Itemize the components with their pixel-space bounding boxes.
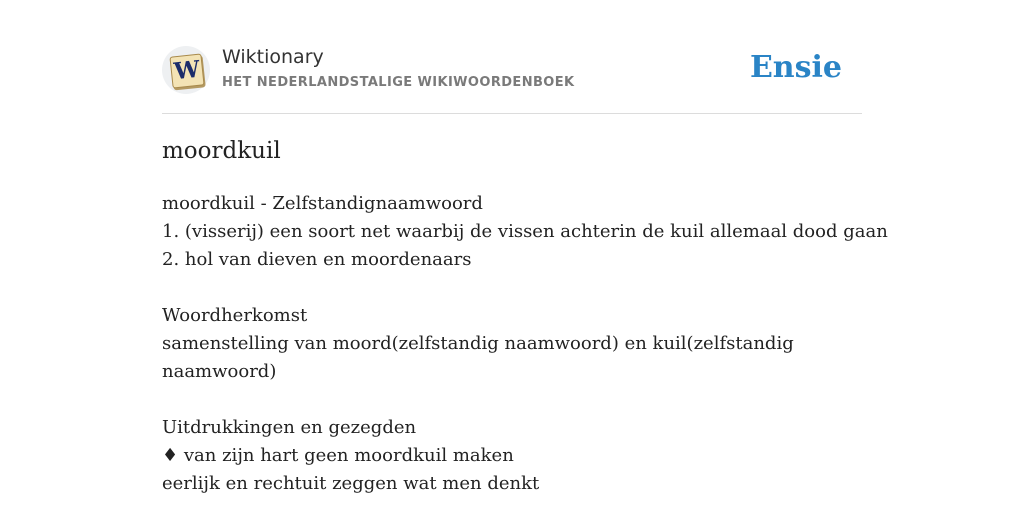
page-title: moordkuil — [162, 138, 281, 164]
page — [162, 0, 888, 494]
definition-heading: moordkuil - Zelfstandignaamwoord — [162, 193, 483, 214]
etymology-text: samenstelling van moord(zelfstandig naamwoord) en kuil(zelfstandig naamwoord) — [162, 333, 794, 382]
site-subtitle: HET NEDERLANDSTALIGE WIKIWOORDENBOEK — [222, 75, 575, 90]
expression-meaning: eerlijk en rechtuit zeggen wat men denkt — [162, 473, 540, 494]
definition-item: 2. hol van dieven en moordenaars — [162, 249, 472, 270]
definition-item: 1. (visserij) een soort net waarbij de vissen achterin de kuil allemaal dood gaan — [162, 221, 888, 242]
expression-item: ♦ van zijn hart geen moordkuil maken — [162, 445, 514, 466]
header — [162, 0, 862, 114]
entry-content — [162, 190, 888, 498]
logo-letter: W — [172, 55, 202, 86]
site-name[interactable]: Wiktionary — [222, 46, 324, 68]
wiktionary-logo[interactable] — [162, 46, 210, 94]
logo-tile-icon — [169, 53, 204, 88]
ensie-brand-link[interactable]: Ensie — [749, 50, 842, 85]
etymology-heading: Woordherkomst — [162, 305, 308, 326]
expressions-heading: Uitdrukkingen en gezegden — [162, 417, 417, 438]
